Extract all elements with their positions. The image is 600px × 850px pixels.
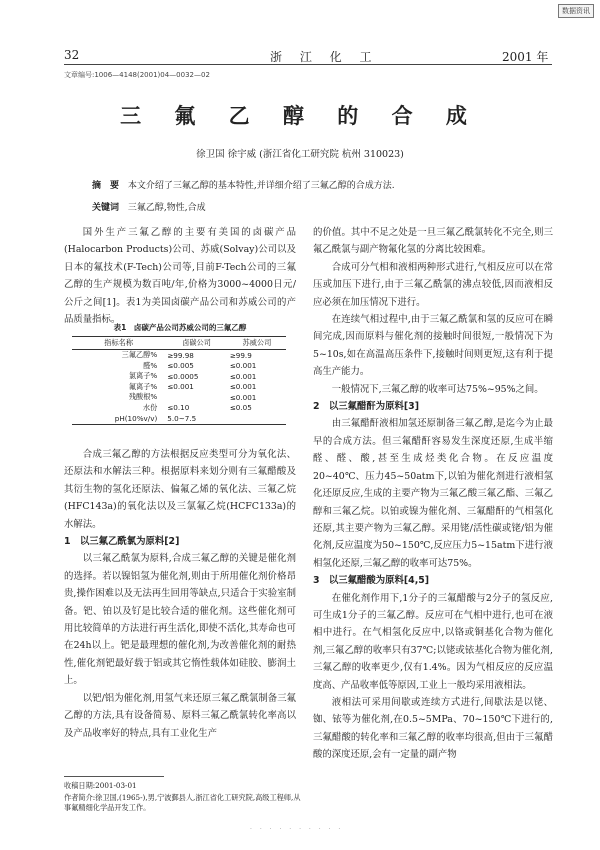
table-cell: 5.0~7.5 xyxy=(165,413,228,424)
keywords-text: 三氟乙醇,物性,合成 xyxy=(127,203,206,213)
abstract-label: 摘 要 xyxy=(92,181,120,191)
journal-year: 2001 年 xyxy=(502,50,549,64)
section-heading-3: 3 以三氟醋酸为原料[4,5] xyxy=(313,575,430,587)
paragraph: 的价值。其中不足之处是一旦三氟乙酰氯转化不完全,则三氟乙酰氯与副产物氟化氢的分离比较困难。 xyxy=(313,227,553,256)
table-cell: 醛% xyxy=(143,360,158,370)
table-row xyxy=(72,413,286,424)
table-row xyxy=(72,403,286,414)
table-header: 苏威公司 xyxy=(228,337,286,350)
paragraph: 在催化剂作用下,1分子的三氟醋酸与2分子的氢反应,可生成1分子的三氟乙醇。反应可在气相中进行,也可在液相中进行。在气相氢化反应中,以铬或铜基化合物为催化剂,三氟乙醇的收率只有37℃;以铑或铱基化合物为催化剂,三氟乙醇的收率更少,仅有1.4%。因为气相反应的反应温度高、产品收率低等原因,工业上一般均采用液相法。 xyxy=(313,592,553,691)
paragraph: 由三氟醋酐液相加氢还原制备三氟乙醇,是迄今为止最早的合成方法。但三氟醋酐容易发生深度还原,生成半缩醛、醛、酸,甚至生成烃类化合物。在反应温度20~40℃、压力45~50atm下,以铂为催化剂进行液相氢化还原反应,生成的主要产物为三氟乙酸三氟乙酯、三氟乙醇和三氟乙烷。以铂或镍为催化剂、三氟醋酐的气相氢化还原,其主要产物为三氟乙醇。采用铑/活性碳或铑/铝为催化剂,反应温度为50~150℃,反应压力5~15atm下进行液相氢化还原,三氟乙醇的收率可达75%。 xyxy=(313,418,553,569)
journal-name: 浙 江 化 工 xyxy=(270,50,379,64)
table-cell: ≤0.001 xyxy=(229,371,257,381)
abstract-text: 本文介绍了三氟乙醇的基本特性,并详细介绍了三氟乙醇的合成方法. xyxy=(127,181,395,191)
table-cell: ≤0.001 xyxy=(229,382,257,392)
table-row xyxy=(72,382,286,393)
doc-number: 文章编号:1006—4148(2001)04—0032—02 xyxy=(64,71,210,79)
article-title: 三 氟 乙 醇 的 合 成 xyxy=(120,104,480,128)
table-cell: ≤0.0005 xyxy=(167,371,199,381)
table-cell: 残酸根% xyxy=(128,392,158,402)
page-number: 32 xyxy=(64,48,80,62)
paragraph: 国外生产三氟乙醇的主要有美国的卤碳产品(Halocarbon Products)公司、苏威(Solvay)公司以及日本的氟技术(F-Tech)公司等,目前F-Tech公司的三氟乙醇的生产规模为数百吨/年,价格为3000~4000日元/公斤之间[1]。表1为美国卤碳产品公司和苏威公司的产品质量指标。 xyxy=(64,227,296,326)
section-heading-2: 2 以三氟醋酐为原料[3] xyxy=(313,401,419,413)
table-row xyxy=(72,361,286,372)
footnote-rule xyxy=(64,776,164,777)
table-cell: 水份 xyxy=(142,402,158,412)
table-header: 卤碳公司 xyxy=(165,337,228,350)
left-column-intro xyxy=(64,224,296,328)
footnote-received: 收稿日期:2001-03-01 xyxy=(64,781,137,790)
table-cell: ≤0.10 xyxy=(167,403,190,413)
header-rule xyxy=(64,64,552,65)
table-cell: ≤0.001 xyxy=(167,382,194,392)
table-cell xyxy=(228,413,286,424)
paragraph: 合成可分气相和液相两种形式进行,气相反应可以在常压或加压下进行,由于三氟乙酰氯的沸点较低,因而液相反应必须在加压情况下进行。 xyxy=(313,261,553,308)
abstract xyxy=(92,178,532,191)
table-header-row xyxy=(72,337,286,350)
keywords-label: 关键词 xyxy=(92,203,120,213)
table-cell: ≤0.001 xyxy=(229,361,257,371)
authors: 徐卫国 徐宇威 (浙江省化工研究院 杭州 310023) xyxy=(196,149,404,160)
table-cell: ≤0.001 xyxy=(229,392,257,402)
table-cell: ≥99.98 xyxy=(167,350,194,360)
page-bottom-marks: · · · · · · · · · · xyxy=(250,826,344,833)
table-cell: 氯离子% xyxy=(128,371,158,381)
table-cell: pH(10%v/v) xyxy=(72,413,165,424)
table-row xyxy=(72,371,286,382)
table-caption: 表1 卤碳产品公司苏威公司的三氟乙醇 xyxy=(113,323,247,332)
right-column xyxy=(313,224,553,764)
paragraph: 以钯/铝为催化剂,用氢气来还原三氟乙酰氯制备三氟乙醇的方法,具有设备简易、原料三氟乙酰氯转化率高以及产品收率好的特点,具有工业化生产 xyxy=(64,692,296,739)
paragraph: 以三氟乙酰氯为原料,合成三氟乙醇的关键是催化剂的选择。若以镍铝氢为催化剂,则由于所用催化剂价格昂贵,操作困难以及无法再生回用等缺点,只适合于实验室制备。钯、铂以及钌是比较合适的催化剂。这些催化剂可用比较简单的方法进行再生活化,即使不活化,其寿命也可在24h以上。钯是最理想的催化剂,为改善催化剂的耐热性,催化剂钯最好载于铝或其它惰性载体如硅胶、膨润土上。 xyxy=(64,553,296,687)
quality-table xyxy=(72,336,286,425)
paragraph: 合成三氟乙醇的方法根据反应类型可分为氧化法、还原法和水解法三种。根据原料来划分则有三氟醋酸及其衍生物的氢化还原法、偏氟乙烯的氧化法、三氟乙烷(HFC143a)的氧化法以及三氯氟乙烷(HCFC133a)的水解法。 xyxy=(64,449,296,530)
keywords xyxy=(92,200,532,213)
paragraph: 在连续气相过程中,由于三氟乙酰氯和氢的反应可在瞬间完成,因而原料与催化剂的接触时间很短,一般情况下为5~10s,如在高温高压条件下,接触时间则更短,这有利于提高生产能力。 xyxy=(313,314,553,378)
table-cell: ≤0.005 xyxy=(167,361,194,371)
table-cell: ≤0.05 xyxy=(229,403,252,413)
table-cell: 氟离子% xyxy=(128,381,158,391)
table-cell: 三氟乙醇% xyxy=(121,350,158,360)
section-heading-1: 1 以三氟乙酰氯为原料[2] xyxy=(64,536,180,548)
paragraph: 一般情况下,三氟乙醇的收率可达75%~95%之间。 xyxy=(331,383,544,395)
table-row xyxy=(72,392,286,403)
left-column-body xyxy=(64,446,296,742)
table-row xyxy=(72,350,286,361)
paragraph: 液相法可采用间歇或连续方式进行,间歇法是以铑、铷、铱等为催化剂,在0.5~5MPa、70~150℃下进行的,三氟醋酸的转化率和三氟乙醇的收率均很高,但由于三氟醋酸的深度还原,会有一定量的副产物 xyxy=(313,696,553,761)
table-cell xyxy=(165,392,228,403)
footnote-author: 作者简介:徐卫国,(1965-),男,宁波鄞县人,浙江省化工研究院,高级工程师,从事氟精细化学品开发工作。 xyxy=(64,793,301,812)
table-cell: ≥99.9 xyxy=(229,350,252,360)
table-header: 指标名称 xyxy=(72,337,165,350)
source-stamp: 数据资讯 xyxy=(558,4,594,18)
